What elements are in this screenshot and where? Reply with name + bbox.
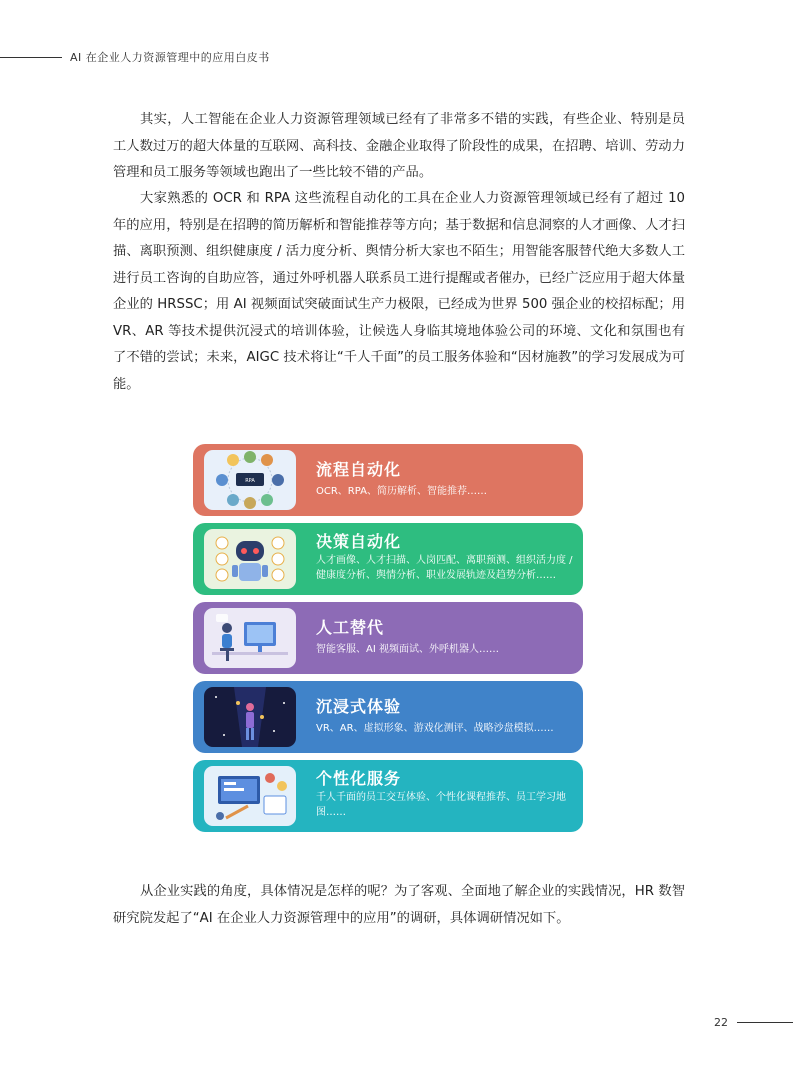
- card-human-replacement: [193, 602, 583, 674]
- card-description: OCR、RPA、简历解析、智能推荐……: [316, 486, 487, 497]
- card-description: 千人千面的员工交互体验、个性化课程推荐、员工学习地图……: [316, 792, 566, 818]
- header-rule: [0, 57, 62, 58]
- body-paragraph-2: 大家熟悉的 OCR 和 RPA 这些流程自动化的工具在企业人力资源管理领域已经有了超过 10 年的应用，特别是在招聘的简历解析和智能推荐等方向；基于数据和信息洞察的人才画像、人才扫描、离职预测、组织健康度 / 活力度分析、舆情分析大家也不陌生；用智能客服替代绝大多数人工进行员工咨询的自助应答，通过外呼机器人联系员工进行提醒或者催办，已经广泛应用于超大体量企业的 HRSSC；用 AI 视频面试突破面试生产力极限，已经成为世界 500 强企业的校招标配；用 VR、AR 等技术提供沉浸式的培训体验，让候选人身临其境地体验公司的环境、文化和氛围也有了不错的尝试；未来，AIGC 技术将让“千人千面”的员工服务体验和“因材施教”的学习发展成为可能。: [113, 191, 685, 392]
- card-description: VR、AR、虚拟形象、游戏化测评、战略沙盘模拟……: [316, 723, 554, 734]
- card-title: 个性化服务: [316, 769, 402, 788]
- body-paragraph-1: 其实，人工智能在企业人力资源管理领域已经有了非常多不错的实践，有些企业、特别是员工人数过万的超大体量的互联网、高科技、金融企业取得了阶段性的成果，在招聘、培训、劳动力管理和员工服务等领域也跑出了一些比较不错的产品。: [113, 112, 685, 180]
- card-description: 智能客服、AI 视频面试、外呼机器人……: [316, 644, 499, 655]
- ai-interview-illustration: [204, 608, 296, 668]
- card-description: 人才画像、人才扫描、人岗匹配、离职预测、组织活力度 / 健康度分析、舆情分析、职业发展轨迹及趋势分析……: [316, 555, 573, 581]
- robot-analytics-illustration: [204, 529, 296, 589]
- running-header-title: AI 在企业人力资源管理中的应用白皮书: [70, 51, 270, 64]
- card-immersive-experience: [193, 681, 583, 753]
- card-decision-automation: [193, 523, 583, 595]
- card-title: 流程自动化: [316, 460, 402, 479]
- personalization-illustration: [204, 766, 296, 826]
- card-title: 沉浸式体验: [316, 697, 402, 716]
- page-number: 22: [714, 1016, 728, 1029]
- card-title: 决策自动化: [316, 532, 402, 551]
- card-personalized-service: [193, 760, 583, 832]
- svg-text:RPA: RPA: [245, 478, 255, 484]
- rpa-illustration: [204, 450, 296, 510]
- card-process-automation: [193, 444, 583, 516]
- footer-rule: [737, 1022, 793, 1023]
- vr-illustration: [204, 687, 296, 747]
- body-paragraph-3: 从企业实践的角度，具体情况是怎样的呢？为了客观、全面地了解企业的实践情况，HR 数智研究院发起了“AI 在企业人力资源管理中的应用”的调研，具体调研情况如下。: [113, 884, 685, 926]
- card-title: 人工替代: [316, 618, 385, 637]
